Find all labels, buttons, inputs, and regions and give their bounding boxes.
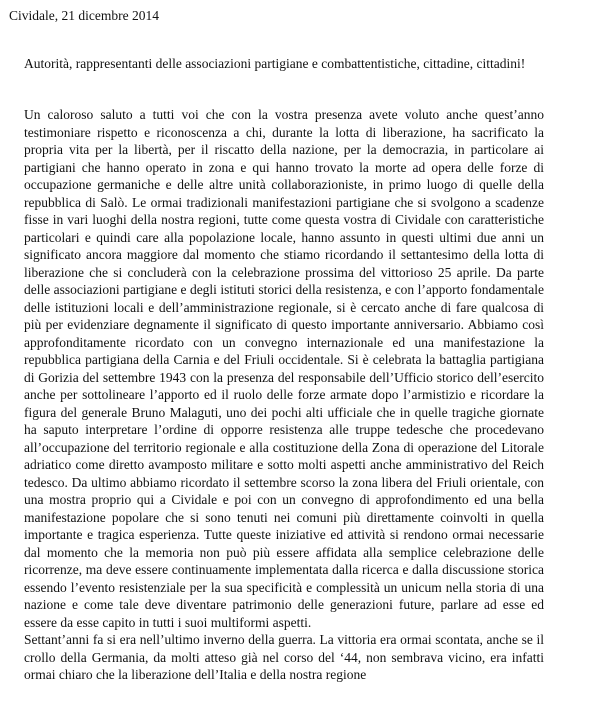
body-paragraph-2: Settant’anni fa si era nell’ultimo inverno della guerra. La vittoria era ormai scontata, anche se il crollo della Germania, da molti atteso già nel corso del ‘44, non sembrava vicino, era infatti ormai chiaro che la liberazione dell’Italia e della nostra regione [24,632,544,682]
letter-date: Cividale, 21 dicembre 2014 [9,8,159,23]
letter-salutation: Autorità, rappresentanti delle associazioni partigiane e combattentistiche, cittadine, cittadini! [24,56,526,71]
letter-body [24,106,544,684]
body-paragraph-1: Un caloroso saluto a tutti voi che con la vostra presenza avete voluto anche quest’anno testimoniare rispetto e riconoscenza a chi, durante la lotta di liberazione, ha sacrificato la propria vita per la libertà, per il riscatto della nazione, per la democrazia, in particolare ai partigiani che hanno operato in zona e qui hanno trovato la morte ad opera delle forze di occupazione germaniche e delle altre unità collaborazioniste, in primo luogo di quelle della repubblica di Salò. Le ormai tradizionali manifestazioni partigiane che si svolgono a scadenze fisse in vari luoghi della nostra regioni, tutte come questa vostra di Cividale con caratteristiche particolari e quindi care alla popolazione locale, hanno assunto in questi ultimi due anni un significato ancora maggiore dal momento che stiamo ricordando il settantesimo della lotta di liberazione che si concluderà con la celebrazione prossima del vittorioso 25 aprile. Da parte delle associazioni partigiane e degli istituti storici della resistenza, e con l’apporto fondamentale delle istituzioni locali e dell’amministrazione regionale, si è cercato anche di fare qualcosa di più per evidenziare degnamente il significato di questo importante anniversario. Abbiamo così approfonditamente ricordato con un convegno internazionale ed una manifestazione la repubblica partigiana della Carnia e del Friuli occidentale. Si è celebrata la battaglia partigiana di Gorizia del settembre 1943 con la presenza del responsabile dell’Ufficio storico dell’esercito anche per sottolineare l’apporto ed il ruolo delle forze armate dopo l’armistizio e ricordare la figura del generale Bruno Malaguti, uno dei pochi alti ufficiale che in quelle tragiche giornate ha saputo interpretare l’ordine di opporre resistenza alle truppe tedesche che procedevano all’occupazione del territorio regionale e alla costituzione della Zona di operazione del Litorale adriatico come diretto avamposto militare e sotto molti aspetti anche amministrativo del Reich tedesco. Da ultimo abbiamo ricordato il settembre scorso la zona libera del Friuli orientale, con una mostra proprio qui a Cividale e poi con un convegno di approfondimento ed una bella manifestazione popolare che si sono tenuti nei comuni più direttamente coinvolti in quella importante e tragica esperienza. Tutte queste iniziative ed attività si rendono ormai necessarie dal momento che la memoria non può più essere affidata alla semplice celebrazione delle ricorrenze, ma deve essere continuamente implementata dalla ricerca e dalla discussione storica essendo l’evento resistenziale per la sua specificità e complessità un unicum nella storia di una nazione e come tale deve diventare patrimonio delle generazioni future, parlare ad esse ed essere da esse capito in tutti i suoi multiformi aspetti. [24,107,544,630]
